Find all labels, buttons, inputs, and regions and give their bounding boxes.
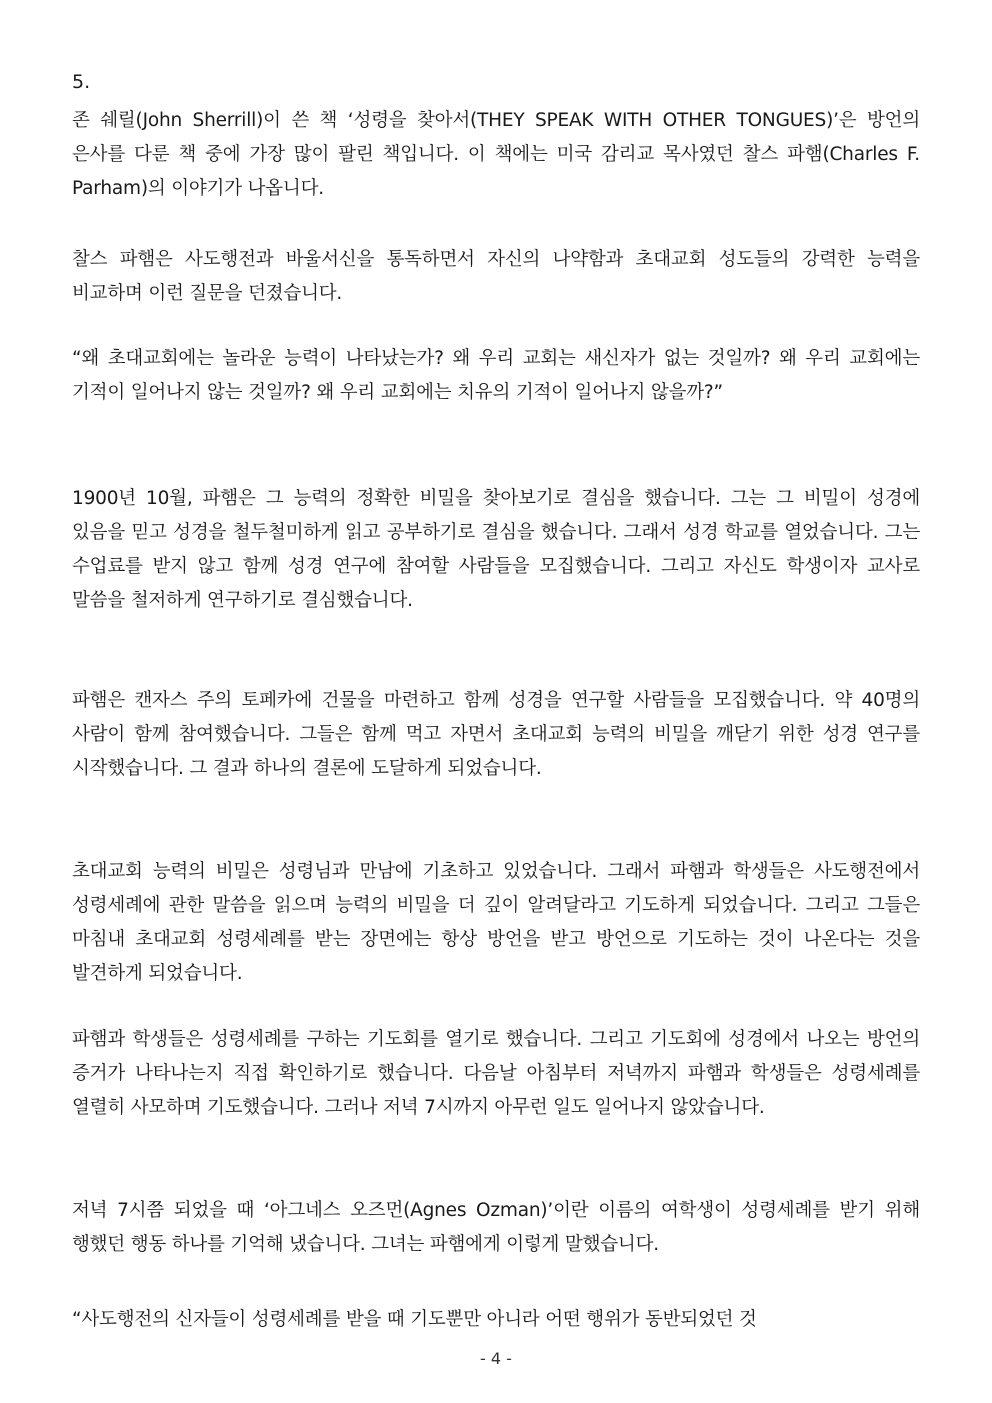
paragraph-3: “왜 초대교회에는 놀라운 능력이 나타났는가? 왜 우리 교회는 새신자가 없는 것일까? 왜 우리 교회에는 기적이 일어나지 않는 것일까? 왜 우리 교회에는 치유의 기적이 일어나지 않을까?” [72,348,920,403]
section-number: 5. [72,71,91,93]
paragraph-7: 파햄과 학생들은 성령세례를 구하는 기도회를 열기로 했습니다. 그리고 기도회에 성경에서 나오는 방언의 증거가 나타나는지 직접 확인하기로 했습니다. 다음날 아침부터 저녁까지 파햄과 학생들은 성령세례를 열렬히 사모하며 기도했습니다. 그러나 저녁 7시까지 아무런 일도 일어나지 않았습니다. [72,1029,920,1118]
page-number: - 4 - [480,1349,512,1368]
paragraph-2: 찰스 파햄은 사도행전과 바울서신을 통독하면서 자신의 나약함과 초대교회 성도들의 강력한 능력을 비교하며 이런 질문을 던졌습니다. [72,249,920,304]
paragraph-9: “사도행전의 신자들이 성령세례를 받을 때 기도뿐만 아니라 어떤 행위가 동반되었던 것 [72,1309,757,1330]
paragraph-6: 초대교회 능력의 비밀은 성령님과 만남에 기초하고 있었습니다. 그래서 파햄과 학생들은 사도행전에서 성령세례에 관한 말씀을 읽으며 능력의 비밀을 더 깊이 알려달라고 기도하게 되었습니다. 그리고 그들은 마침내 초대교회 성령세례를 받는 장면에는 항상 방언을 받고 방언으로 기도하는 것이 나온다는 것을 발견하게 되었습니다. [72,861,920,984]
paragraph-8: 저녁 7시쯤 되었을 때 ‘아그네스 오즈먼(Agnes Ozman)’이란 이름의 여학생이 성령세례를 받기 위해 행했던 행동 하나를 기억해 냈습니다. 그녀는 파햄에게 이렇게 말했습니다. [72,1200,920,1255]
paragraph-1: 존 쉐릴(John Sherrill)이 쓴 책 ‘성령을 찾아서(THEY SPEAK WITH OTHER TONGUES)’은 방언의 은사를 다룬 책 중에 가장 많이 팔린 책입니다. 이 책에는 미국 감리교 목사였던 찰스 파햄(Charles F. Parham)의 이야기가 나옵니다. [72,110,920,199]
paragraph-5: 파햄은 캔자스 주의 토페카에 건물을 마련하고 함께 성경을 연구할 사람들을 모집했습니다. 약 40명의 사람이 함께 참여했습니다. 그들은 함께 먹고 자면서 초대교회 능력의 비밀을 깨닫기 위한 성경 연구를 시작했습니다. 그 결과 하나의 결론에 도달하게 되었습니다. [72,690,920,779]
paragraph-4: 1900년 10월, 파햄은 그 능력의 정확한 비밀을 찾아보기로 결심을 했습니다. 그는 그 비밀이 성경에 있음을 믿고 성경을 철두철미하게 읽고 공부하기로 결심을 했습니다. 그래서 성경 학교를 열었습니다. 그는 수업료를 받지 않고 함께 성경 연구에 참여할 사람들을 모집했습니다. 그리고 자신도 학생이자 교사로 말씀을 철저하게 연구하기로 결심했습니다. [72,488,920,611]
